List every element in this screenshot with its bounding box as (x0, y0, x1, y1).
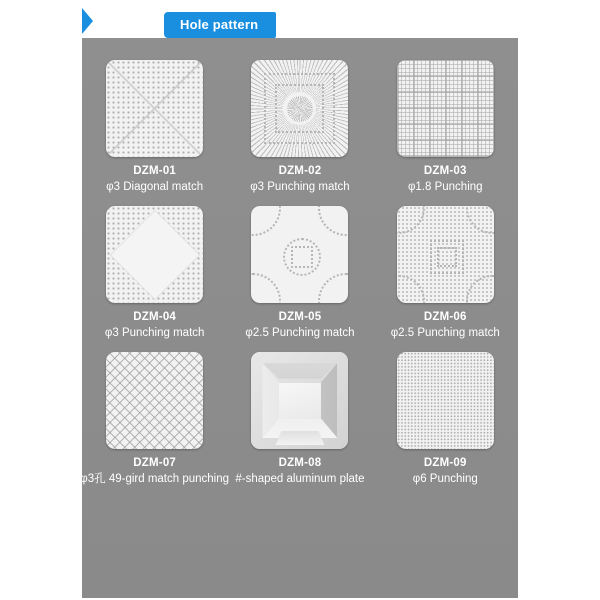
item-desc: φ3 Punching match (250, 181, 350, 193)
pattern-tile-dzm-07[interactable] (106, 352, 203, 449)
pattern-tile-dzm-01[interactable] (106, 60, 203, 157)
ribbon-tail-icon (82, 8, 93, 34)
list-item[interactable] (227, 194, 372, 340)
center-square-icon (291, 246, 313, 268)
well-skirt (275, 431, 324, 445)
pattern-panel (82, 38, 518, 598)
pattern-tile-dzm-05[interactable] (251, 206, 348, 303)
corner-arc-tr (318, 206, 348, 236)
pattern-tile-dzm-02[interactable] (251, 60, 348, 157)
pattern-grid (82, 48, 518, 486)
list-item[interactable] (373, 340, 518, 486)
item-desc: φ3 Punching match (104, 327, 205, 339)
item-code: DZM-01 (133, 165, 177, 177)
corner-arc-br (318, 273, 348, 303)
item-code: DZM-05 (278, 311, 322, 323)
item-code: DZM-06 (423, 311, 467, 323)
pattern-tile-dzm-03[interactable] (397, 60, 494, 157)
item-desc: φ2.5 Punching match (390, 327, 500, 339)
item-desc: #-shaped aluminum plate (235, 473, 365, 485)
header (0, 4, 600, 38)
plaid-perforation-icon (397, 60, 494, 157)
item-code: DZM-04 (133, 311, 177, 323)
item-desc: φ3 Diagonal match (106, 181, 204, 193)
list-item[interactable] (227, 48, 372, 194)
list-item[interactable] (373, 194, 518, 340)
pattern-tile-dzm-08[interactable] (251, 352, 348, 449)
pattern-tile-dzm-04[interactable] (106, 206, 203, 303)
pattern-tile-dzm-09[interactable] (397, 352, 494, 449)
dense-dot-perforation-icon (397, 352, 494, 449)
corner-arc-bl (251, 273, 281, 303)
list-item[interactable] (82, 194, 227, 340)
item-code: DZM-07 (133, 457, 177, 469)
item-desc: φ3孔 49-gird match punching (80, 473, 230, 485)
item-code: DZM-09 (423, 457, 467, 469)
well-floor (279, 383, 321, 419)
center-square-inner (437, 247, 457, 267)
list-item[interactable] (373, 48, 518, 194)
list-item[interactable] (227, 340, 372, 486)
center-rosette-icon (287, 96, 313, 122)
ribbon-label: Hole pattern (164, 12, 276, 38)
list-item[interactable] (80, 340, 230, 486)
item-code: DZM-02 (278, 165, 322, 177)
item-desc: φ1.8 Punching (407, 181, 483, 193)
diamond-grid-icon (106, 352, 203, 449)
item-desc: φ6 Punching (412, 473, 478, 485)
item-code: DZM-08 (278, 457, 322, 469)
list-item[interactable] (82, 48, 227, 194)
pattern-tile-dzm-06[interactable] (397, 206, 494, 303)
item-code: DZM-03 (423, 165, 467, 177)
item-desc: φ2.5 Punching match (245, 327, 355, 339)
corner-arc-tl (251, 206, 281, 236)
diagonal-cross-icon (106, 60, 203, 157)
